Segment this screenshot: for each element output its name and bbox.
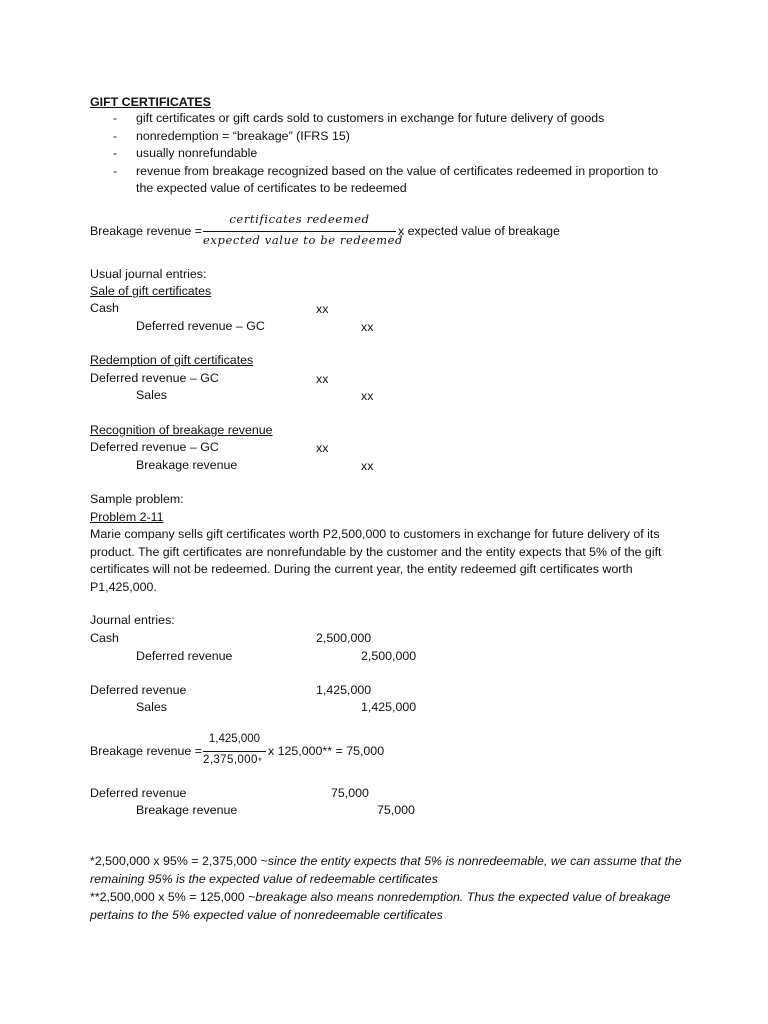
bullet-text: usually nonrefundable (136, 146, 258, 160)
formula-lhs: Breakage revenue = (90, 224, 202, 238)
footnote-plain: *2,500,000 x 95% = 2,375,000 ~ (90, 854, 268, 868)
footnote-italic: breakage also means nonredemption. Thus the expected value of breakage pertains to the 5% expected value of nonredeemable certificates (90, 890, 671, 922)
bullet-dash: - (113, 146, 118, 160)
debit-account: Deferred revenue (90, 786, 187, 800)
footnote-italic: since the entity expects that 5% is nonredeemable, we can assume that the remaining 95% is the expected value of redeemable certificates (90, 854, 682, 886)
debit-amount: 1,425,000 (316, 683, 372, 697)
bullet-text: nonredemption = “breakage” (IFRS 15) (136, 129, 350, 143)
credit-account: Breakage revenue (136, 458, 238, 472)
usual-entries-title: Usual journal entries: (90, 267, 207, 281)
formula-denominator: expected value to be redeemed (203, 233, 404, 247)
credit-amount: 75,000 (377, 803, 415, 817)
formula-numerator: 1,425,000 (208, 733, 261, 745)
footnote-plain: **2,500,000 x 5% = 125,000 ~ (90, 890, 256, 904)
journal-title: Journal entries: (90, 613, 175, 627)
section-subheading: Redemption of gift certificates (90, 353, 254, 367)
credit-account: Sales (136, 388, 167, 402)
debit-account: Deferred revenue – GC (90, 371, 219, 385)
formula-denominator-wrap (203, 752, 262, 769)
debit-account: Deferred revenue – GC (90, 440, 219, 454)
section-subheading: Recognition of breakage revenue (90, 423, 273, 437)
debit-account: Deferred revenue (90, 683, 187, 697)
debit-amount: 2,500,000 (316, 631, 372, 645)
credit-account: Breakage revenue (136, 803, 238, 817)
problem-label: Problem 2-11 (90, 510, 164, 524)
debit-amount: xx (316, 302, 329, 316)
credit-amount: 1,425,000 (361, 700, 417, 714)
credit-amount: 2,500,000 (361, 649, 417, 663)
credit-account: Deferred revenue (136, 649, 233, 663)
section-heading: GIFT CERTIFICATES (90, 95, 211, 109)
bullet-dash: - (113, 129, 118, 143)
bullet-dash: - (113, 111, 118, 125)
sample-title: Sample problem: (90, 492, 184, 506)
bullet-text: gift certificates or gift cards sold to customers in exchange for future delivery of goods (136, 111, 605, 125)
formula-lhs: Breakage revenue = (90, 744, 202, 758)
credit-amount: xx (361, 389, 374, 403)
problem-text: Marie company sells gift certificates worth P2,500,000 to customers in exchange for future delivery of its product. The gift certificates are nonrefundable by the customer and the entity expects that 5% of the gift certificates will not be redeemed. During the current year, the entity redeemed gift certificates worth P1,425,000. (90, 527, 662, 595)
debit-amount: xx (316, 372, 329, 386)
formula-rhs: x expected value of breakage (398, 224, 560, 238)
footnote-mark: * (257, 756, 262, 766)
credit-amount: xx (361, 320, 374, 334)
bullet-text: revenue from breakage recognized based on the value of certificates redeemed in proportion to (136, 164, 659, 178)
bullet-text: the expected value of certificates to be redeemed (136, 181, 407, 195)
credit-amount: xx (361, 459, 374, 473)
debit-amount: 75,000 (331, 786, 369, 800)
debit-amount: xx (316, 441, 329, 455)
section-subheading: Sale of gift certificates (90, 284, 212, 298)
footnote-2 (90, 889, 690, 924)
bullet-dash: - (113, 164, 118, 178)
debit-account: Cash (90, 631, 119, 645)
formula-denominator: 2,375,000 (203, 754, 258, 766)
credit-account: Deferred revenue – GC (136, 319, 265, 333)
debit-account: Cash (90, 301, 119, 315)
credit-account: Sales (136, 700, 167, 714)
fraction-bar (203, 231, 396, 232)
formula-rhs: x 125,000** = 75,000 (268, 744, 385, 758)
formula-numerator: certificates redeemed (229, 212, 370, 226)
footnote-1 (90, 853, 690, 888)
